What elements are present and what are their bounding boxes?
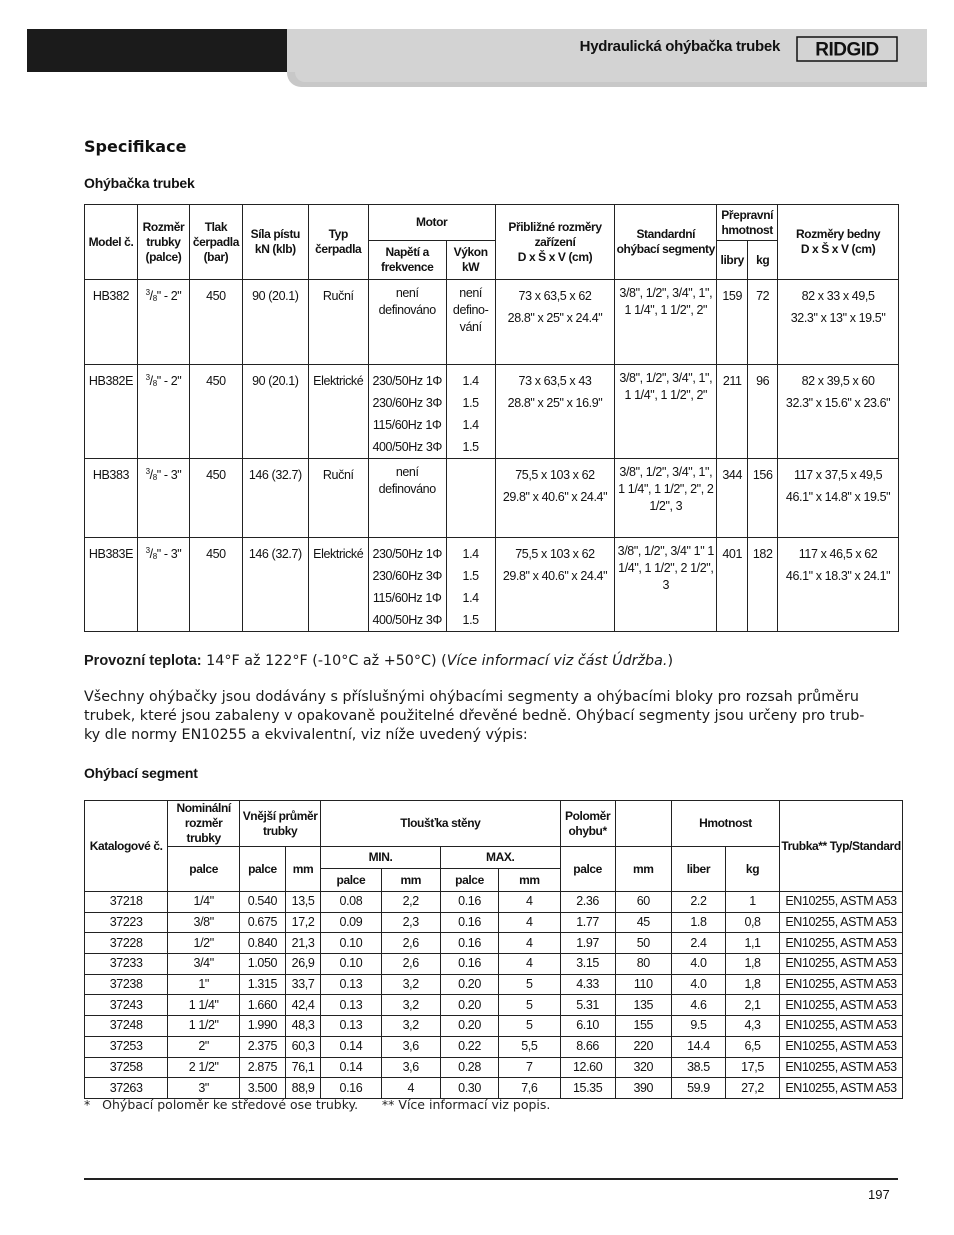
- cell-model: HB382: [85, 280, 138, 365]
- table-cell: 3/4": [168, 954, 240, 975]
- table-cell: 0.675: [240, 912, 286, 933]
- table-cell: 26,9: [285, 954, 320, 975]
- table-cell: 37233: [85, 954, 168, 975]
- table-cell: 0.08: [321, 892, 381, 913]
- col-min-mm: mm: [381, 869, 440, 892]
- col-outer: Vnější průměr trubky: [240, 801, 321, 847]
- table-cell: 2.4: [671, 933, 725, 954]
- table-row: [85, 1016, 903, 1037]
- table-cell: 0.28: [440, 1057, 498, 1078]
- table-cell: 3": [168, 1078, 240, 1099]
- table-row: [85, 365, 899, 459]
- table-cell: 3,6: [381, 1057, 440, 1078]
- table-cell: 2,6: [381, 933, 440, 954]
- col-radius-palce: palce: [560, 847, 615, 892]
- cell-box: 117 x 37,5 x 49,5 46.1" x 14.8" x 19.5": [778, 459, 899, 538]
- col-outer-palce: palce: [240, 847, 286, 892]
- col-weight: Přepravní hmotnost: [717, 205, 778, 241]
- col-catalog: Katalogové č.: [85, 801, 168, 892]
- table-cell: 37223: [85, 912, 168, 933]
- col-outer-mm: mm: [285, 847, 320, 892]
- table-cell: EN10255, ASTM A53: [780, 1078, 903, 1099]
- cell-size: $^3/_8$" - 2": [137, 280, 189, 365]
- table-row: [85, 1036, 903, 1057]
- cell-pressure: 450: [189, 280, 242, 365]
- col-nominal-palce: palce: [168, 847, 240, 892]
- table-cell: 37238: [85, 974, 168, 995]
- table-cell: 4.0: [671, 954, 725, 975]
- table-cell: 6,5: [725, 1036, 779, 1057]
- table-cell: EN10255, ASTM A53: [780, 892, 903, 913]
- table-cell: 0.16: [440, 912, 498, 933]
- table-cell: 155: [615, 1016, 671, 1037]
- table-cell: 4: [381, 1078, 440, 1099]
- table-cell: 1,8: [725, 974, 779, 995]
- table-cell: 13,5: [285, 892, 320, 913]
- svg-text:RIDGID: RIDGID: [815, 39, 879, 61]
- table-cell: 1 1/2": [168, 1016, 240, 1037]
- table2-title: Ohýbací segment: [84, 765, 198, 781]
- col-wall: Tloušťka stěny: [321, 801, 560, 847]
- cell-lbs: 159: [717, 280, 748, 365]
- table-cell: 37243: [85, 995, 168, 1016]
- table-cell: 1/2": [168, 933, 240, 954]
- col-max-mm: mm: [499, 869, 560, 892]
- cell-size: $^3/_8$" - 3": [137, 538, 189, 632]
- table-cell: 60: [615, 892, 671, 913]
- cell-segments: 3/8", 1/2", 3/4", 1", 1 1/4", 1 1/2", 2": [615, 365, 717, 459]
- cell-kg: 72: [748, 280, 778, 365]
- col-dims: Přibližné rozměry zařízení D x Š x V (cm): [495, 205, 615, 280]
- footnote: * Ohýbací poloměr ke středové ose trubky. ** Více informací viz popis.: [84, 1097, 551, 1112]
- table-cell: 1.97: [560, 933, 615, 954]
- segment-table-body: [85, 892, 903, 1099]
- cell-pressure: 450: [189, 538, 242, 632]
- table-cell: 9.5: [671, 1016, 725, 1037]
- table-cell: 60,3: [285, 1036, 320, 1057]
- table-cell: 37218: [85, 892, 168, 913]
- table-cell: 6.10: [560, 1016, 615, 1037]
- cell-force: 90 (20.1): [242, 365, 308, 459]
- table-row: [85, 974, 903, 995]
- table-cell: 0.10: [321, 954, 381, 975]
- table-cell: 110: [615, 974, 671, 995]
- cell-kg: 182: [748, 538, 778, 632]
- table-cell: 59.9: [671, 1078, 725, 1099]
- table-cell: 8.66: [560, 1036, 615, 1057]
- table-cell: 1": [168, 974, 240, 995]
- table-cell: 33,7: [285, 974, 320, 995]
- table-cell: 1.990: [240, 1016, 286, 1037]
- cell-power: není defino-vání: [446, 280, 495, 365]
- table-cell: 1.660: [240, 995, 286, 1016]
- cell-segments: 3/8", 1/2", 3/4" 1" 1 1/4", 1 1/2", 2 1/2", 3: [615, 538, 717, 632]
- cell-force: 146 (32.7): [242, 459, 308, 538]
- table-cell: 0.13: [321, 974, 381, 995]
- section-title: Specifikace: [84, 137, 187, 156]
- cell-pressure: 450: [189, 459, 242, 538]
- operating-temperature: Provozní teplota: 14°F až 122°F (-10°C až +50°C) (Více informací viz část Údržba.): [84, 653, 674, 669]
- cell-pump: Elektrické: [308, 538, 368, 632]
- table-row: [85, 280, 899, 365]
- cell-force: 90 (20.1): [242, 280, 308, 365]
- table-cell: 2,3: [381, 912, 440, 933]
- cell-size: $^3/_8$" - 2": [137, 365, 189, 459]
- table-cell: 0.14: [321, 1036, 381, 1057]
- table-cell: EN10255, ASTM A53: [780, 1016, 903, 1037]
- table-cell: 0.14: [321, 1057, 381, 1078]
- table-cell: 1,8: [725, 954, 779, 975]
- cell-lbs: 344: [717, 459, 748, 538]
- cell-model: HB383: [85, 459, 138, 538]
- table-cell: 2,6: [381, 954, 440, 975]
- col-max-palce: palce: [440, 869, 498, 892]
- cell-voltage: 230/50Hz 1Φ 230/60Hz 3Φ 115/60Hz 1Φ 400/50Hz 3Φ: [368, 538, 446, 632]
- table-cell: 7: [499, 1057, 560, 1078]
- table-cell: 2": [168, 1036, 240, 1057]
- header-grey-tab: [295, 72, 927, 82]
- table-cell: 0.16: [440, 892, 498, 913]
- col-pressure: Tlak čerpadla (bar): [189, 205, 242, 280]
- table-cell: EN10255, ASTM A53: [780, 1036, 903, 1057]
- table-cell: 5.31: [560, 995, 615, 1016]
- col-min: MIN.: [321, 847, 441, 869]
- table-cell: 1.8: [671, 912, 725, 933]
- table-cell: 0.20: [440, 995, 498, 1016]
- table-cell: 4.6: [671, 995, 725, 1016]
- col-lbs: libry: [717, 241, 748, 280]
- cell-voltage: není definováno: [368, 459, 446, 538]
- page-number: 197: [868, 1187, 890, 1202]
- cell-pump: Ruční: [308, 459, 368, 538]
- cell-lbs: 211: [717, 365, 748, 459]
- col-segments: Standardní ohýbací segmenty: [615, 205, 717, 280]
- cell-pump: Ruční: [308, 280, 368, 365]
- header-title: Hydraulická ohýbačka trubek: [579, 38, 780, 55]
- table-cell: 1.315: [240, 974, 286, 995]
- cell-voltage: 230/50Hz 1Φ 230/60Hz 3Φ 115/60Hz 1Φ 400/50Hz 3Φ: [368, 365, 446, 459]
- col-box: Rozměry bedny D x Š x V (cm): [778, 205, 899, 280]
- table-cell: 0.540: [240, 892, 286, 913]
- table-cell: 2 1/2": [168, 1057, 240, 1078]
- table-cell: EN10255, ASTM A53: [780, 912, 903, 933]
- cell-model: HB383E: [85, 538, 138, 632]
- table-cell: 1,1: [725, 933, 779, 954]
- col-model: Model č.: [85, 205, 138, 280]
- table-cell: 0.16: [321, 1078, 381, 1099]
- table-cell: 5: [499, 1016, 560, 1037]
- col-weight-kg: kg: [725, 847, 779, 892]
- table-cell: 50: [615, 933, 671, 954]
- table-cell: 80: [615, 954, 671, 975]
- table-cell: 4: [499, 912, 560, 933]
- table-cell: 2.375: [240, 1036, 286, 1057]
- col-radius: Poloměr ohybu*: [560, 801, 615, 847]
- table-cell: 0.09: [321, 912, 381, 933]
- cell-box: 117 x 46,5 x 62 46.1" x 18.3" x 24.1": [778, 538, 899, 632]
- table-cell: 1/4": [168, 892, 240, 913]
- cell-box: 82 x 39,5 x 60 32.3" x 15.6" x 23.6": [778, 365, 899, 459]
- table-cell: 3,2: [381, 974, 440, 995]
- table1-title: Ohýbačka trubek: [84, 175, 195, 191]
- table-cell: 0.840: [240, 933, 286, 954]
- table-cell: 2.36: [560, 892, 615, 913]
- table-row: [85, 933, 903, 954]
- table-cell: 4.33: [560, 974, 615, 995]
- table-cell: 4,3: [725, 1016, 779, 1037]
- cell-kg: 156: [748, 459, 778, 538]
- table-row: [85, 892, 903, 913]
- table-cell: 1.77: [560, 912, 615, 933]
- table-cell: 0,8: [725, 912, 779, 933]
- cell-segments: 3/8", 1/2", 3/4", 1", 1 1/4", 1 1/2", 2": [615, 280, 717, 365]
- segment-table: [84, 800, 903, 1099]
- table-row: [85, 954, 903, 975]
- table-cell: 4: [499, 954, 560, 975]
- col-pump: Typ čerpadla: [308, 205, 368, 280]
- table-cell: 0.30: [440, 1078, 498, 1099]
- table-cell: 3/8": [168, 912, 240, 933]
- table-cell: 38.5: [671, 1057, 725, 1078]
- table-cell: 4.0: [671, 974, 725, 995]
- table-cell: 2,1: [725, 995, 779, 1016]
- table-cell: 37253: [85, 1036, 168, 1057]
- table-cell: EN10255, ASTM A53: [780, 933, 903, 954]
- cell-box: 82 x 33 x 49,5 32.3" x 13" x 19.5": [778, 280, 899, 365]
- table-row: [85, 995, 903, 1016]
- table-cell: 5: [499, 974, 560, 995]
- table-cell: 320: [615, 1057, 671, 1078]
- table-cell: 7,6: [499, 1078, 560, 1099]
- table-cell: 48,3: [285, 1016, 320, 1037]
- bender-spec-table: [84, 204, 899, 632]
- table-cell: 88,9: [285, 1078, 320, 1099]
- table-cell: 3,2: [381, 1016, 440, 1037]
- table-cell: EN10255, ASTM A53: [780, 995, 903, 1016]
- ridgid-logo: [796, 36, 898, 62]
- table-cell: 4: [499, 892, 560, 913]
- col-min-palce: palce: [321, 869, 381, 892]
- table-cell: 0.16: [440, 954, 498, 975]
- description-paragraph: Všechny ohýbačky jsou dodávány s příslušnými ohýbacími segmenty a ohýbacími bloky pro rozsah průměru trubek, které jsou zabaleny v opakovaně použitelné dřevěné bedně. Ohýbací segmenty jsou určeny pro trub- ky dle normy EN10255 a ekvivalentní, viz níže uvedený výpis:: [84, 689, 865, 743]
- cell-dims: 73 x 63,5 x 62 28.8" x 25" x 24.4": [495, 280, 615, 365]
- table-cell: 2.2: [671, 892, 725, 913]
- table-cell: 17,2: [285, 912, 320, 933]
- table-cell: 3.500: [240, 1078, 286, 1099]
- table-cell: 3,2: [381, 995, 440, 1016]
- table-cell: 12.60: [560, 1057, 615, 1078]
- table-cell: 0.13: [321, 1016, 381, 1037]
- cell-dims: 73 x 63,5 x 43 28.8" x 25" x 16.9": [495, 365, 615, 459]
- cell-pump: Elektrické: [308, 365, 368, 459]
- table-cell: 37248: [85, 1016, 168, 1037]
- table-cell: 1 1/4": [168, 995, 240, 1016]
- table-cell: 135: [615, 995, 671, 1016]
- table-cell: 37258: [85, 1057, 168, 1078]
- table-cell: 2,2: [381, 892, 440, 913]
- col-max: MAX.: [440, 847, 560, 869]
- table-row: [85, 1078, 903, 1099]
- table-cell: 37228: [85, 933, 168, 954]
- table-cell: 5: [499, 995, 560, 1016]
- table-cell: 0.16: [440, 933, 498, 954]
- cell-segments: 3/8", 1/2", 3/4", 1", 1 1/4", 1 1/2", 2", 2 1/2", 3: [615, 459, 717, 538]
- table-cell: 45: [615, 912, 671, 933]
- table-cell: 5,5: [499, 1036, 560, 1057]
- col-size: Rozměr trubky (palce): [137, 205, 189, 280]
- table-cell: 37263: [85, 1078, 168, 1099]
- table-cell: 0.20: [440, 974, 498, 995]
- col-pipe: Trubka** Typ/Standard: [780, 801, 903, 892]
- col-power: Výkon kW: [446, 241, 495, 280]
- table-cell: 15.35: [560, 1078, 615, 1099]
- table-cell: 76,1: [285, 1057, 320, 1078]
- col-weight-lbs: liber: [671, 847, 725, 892]
- table-cell: EN10255, ASTM A53: [780, 974, 903, 995]
- table-cell: EN10255, ASTM A53: [780, 1057, 903, 1078]
- table-cell: 4: [499, 933, 560, 954]
- table-cell: 42,4: [285, 995, 320, 1016]
- table-cell: 0.20: [440, 1016, 498, 1037]
- table-cell: 390: [615, 1078, 671, 1099]
- cell-kg: 96: [748, 365, 778, 459]
- cell-lbs: 401: [717, 538, 748, 632]
- table-cell: 3,6: [381, 1036, 440, 1057]
- cell-model: HB382E: [85, 365, 138, 459]
- col-kg: kg: [748, 241, 778, 280]
- header-black-bar: [27, 29, 287, 72]
- table-cell: 2.875: [240, 1057, 286, 1078]
- col-radius-mm: mm: [615, 847, 671, 892]
- table-row: [85, 538, 899, 632]
- table-cell: 0.10: [321, 933, 381, 954]
- footer-rule: [84, 1178, 898, 1180]
- col-voltage: Napětí a frekvence: [368, 241, 446, 280]
- table-cell: 1.050: [240, 954, 286, 975]
- table-cell: 14.4: [671, 1036, 725, 1057]
- table-cell: 27,2: [725, 1078, 779, 1099]
- table-cell: 220: [615, 1036, 671, 1057]
- table-row: [85, 912, 903, 933]
- cell-size: $^3/_8$" - 3": [137, 459, 189, 538]
- table-cell: 17,5: [725, 1057, 779, 1078]
- cell-voltage: není definováno: [368, 280, 446, 365]
- table-cell: 21,3: [285, 933, 320, 954]
- table-cell: EN10255, ASTM A53: [780, 954, 903, 975]
- table-row: [85, 459, 899, 538]
- col-nominal: Nominální rozměr trubky: [168, 801, 240, 847]
- table-cell: 1: [725, 892, 779, 913]
- cell-power: [446, 459, 495, 538]
- cell-power: 1.4 1.5 1.4 1.5: [446, 538, 495, 632]
- table-cell: 0.13: [321, 995, 381, 1016]
- table-cell: 0.22: [440, 1036, 498, 1057]
- table-cell: 3.15: [560, 954, 615, 975]
- cell-dims: 75,5 x 103 x 62 29.8" x 40.6" x 24.4": [495, 459, 615, 538]
- col-motor: Motor: [368, 205, 495, 241]
- cell-dims: 75,5 x 103 x 62 29.8" x 40.6" x 24.4": [495, 538, 615, 632]
- cell-power: 1.4 1.5 1.4 1.5: [446, 365, 495, 459]
- cell-force: 146 (32.7): [242, 538, 308, 632]
- col-weight: Hmotnost: [671, 801, 779, 847]
- cell-pressure: 450: [189, 365, 242, 459]
- table-row: [85, 1057, 903, 1078]
- col-force: Síla pístu kN (klb): [242, 205, 308, 280]
